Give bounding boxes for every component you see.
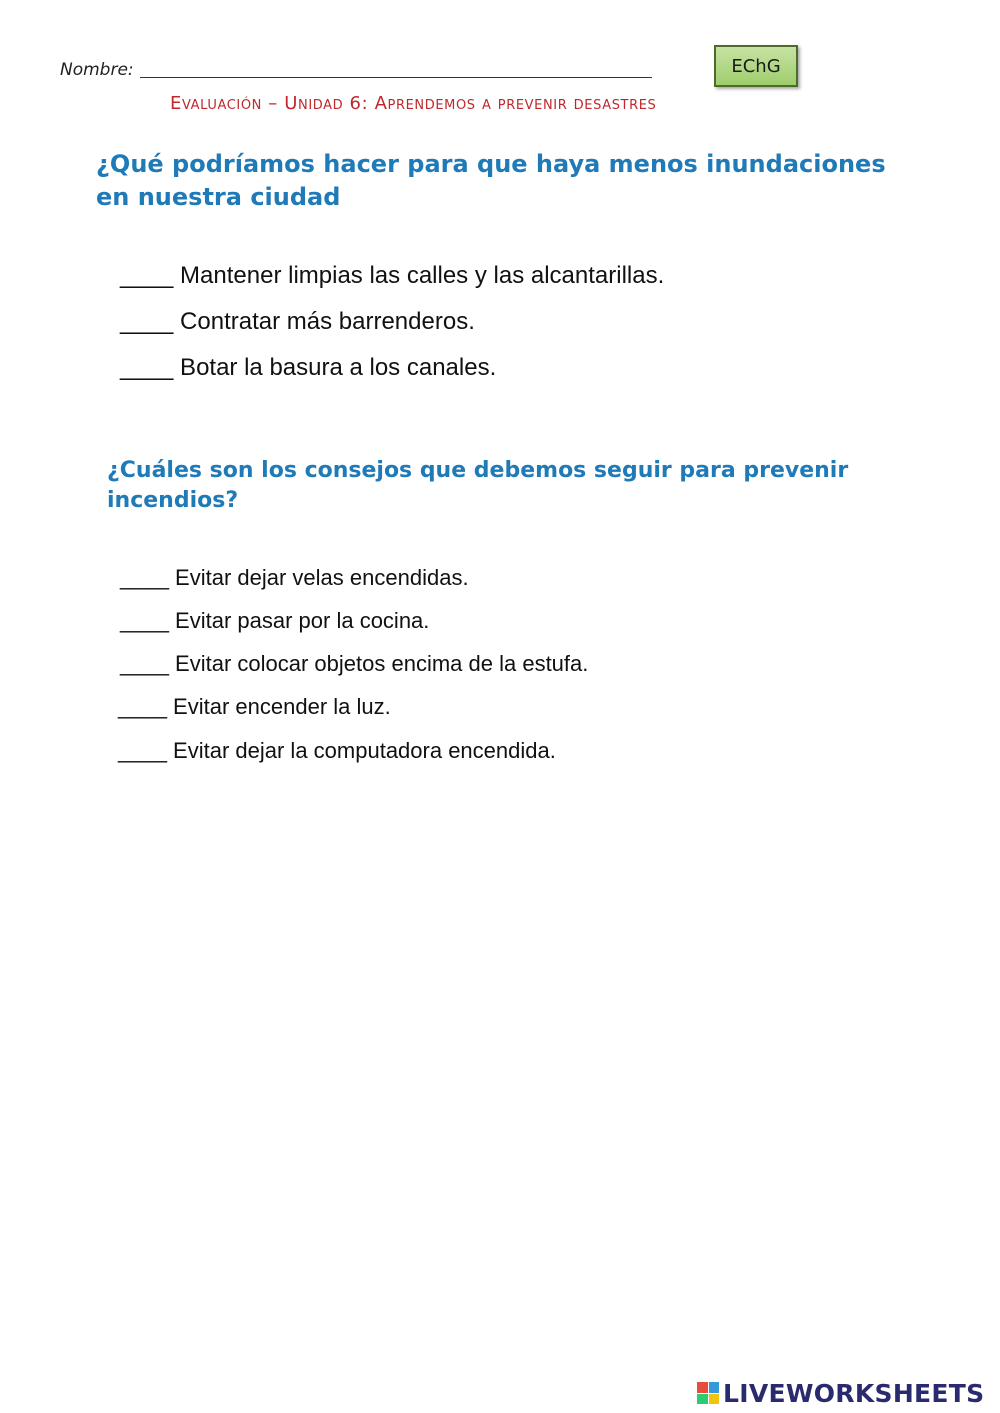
- question-1-title: ¿Qué podríamos hacer para que haya menos inundaciones en nuestra ciudad: [96, 150, 886, 211]
- q2-option-5[interactable]: ____ Evitar dejar la computadora encendida.: [118, 738, 556, 763]
- name-line[interactable]: [140, 63, 652, 78]
- q1-option-2[interactable]: ____ Contratar más barrenderos.: [120, 308, 475, 335]
- liveworksheets-brand: LIVEWORKSHEETS: [723, 1378, 985, 1408]
- liveworksheets-logo-icon: [697, 1382, 719, 1404]
- name-field: [60, 60, 670, 80]
- name-label: Nombre:: [60, 60, 134, 80]
- q2-option-2[interactable]: ____ Evitar pasar por la cocina.: [120, 608, 430, 633]
- q1-option-3[interactable]: ____ Botar la basura a los canales.: [120, 354, 497, 381]
- question-2-title: ¿Cuáles son los consejos que debemos seguir para prevenir incendios?: [107, 458, 849, 513]
- q1-option-1[interactable]: ____ Mantener limpias las calles y las alcantarillas.: [120, 262, 665, 289]
- echg-badge: EChG: [714, 45, 798, 87]
- liveworksheets-footer[interactable]: [697, 1376, 984, 1410]
- q2-option-1[interactable]: ____ Evitar dejar velas encendidas.: [120, 565, 469, 590]
- q2-option-3[interactable]: ____ Evitar colocar objetos encima de la estufa.: [120, 651, 589, 676]
- q2-option-4[interactable]: ____ Evitar encender la luz.: [118, 694, 391, 719]
- evaluation-subtitle: Evaluación – Unidad 6: Aprendemos a prevenir desastres: [170, 93, 657, 114]
